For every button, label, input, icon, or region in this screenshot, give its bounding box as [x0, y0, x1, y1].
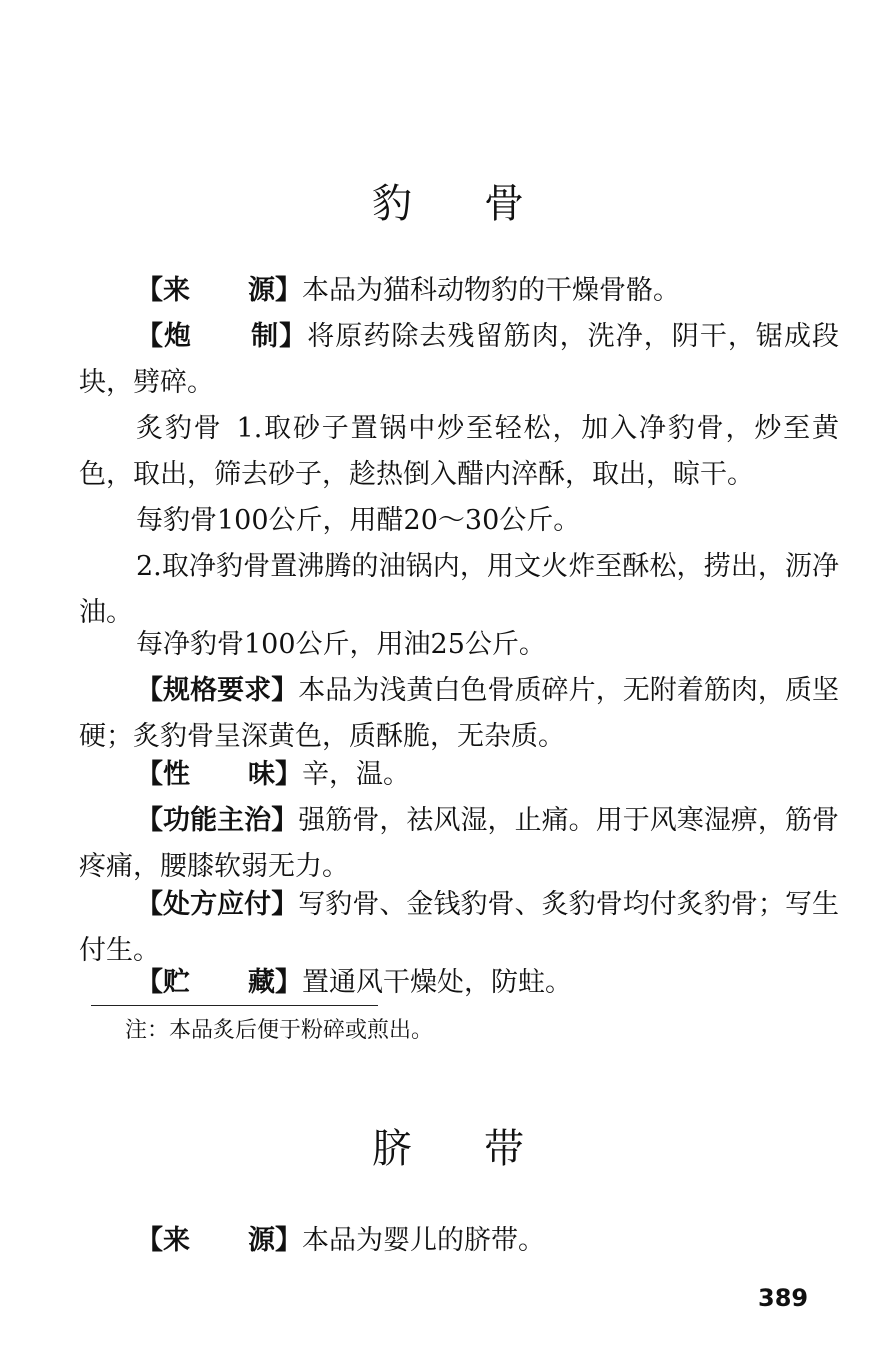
method2-paragraph: 2.取净豹骨置沸腾的油锅内，用文火炸至酥松，捞出，沥净油。	[79, 551, 839, 628]
processing-text: 将原药除去残留筋肉，洗净，阴干，锯成段块，劈碎。	[79, 321, 840, 398]
function-heading: 【功能主治】	[136, 805, 299, 836]
ratio2-paragraph: 每净豹骨100公斤，用油25公斤。	[136, 629, 546, 660]
nature-text: 辛，温。	[302, 759, 410, 790]
method1-paragraph	[79, 406, 839, 498]
footnote-divider	[91, 1005, 378, 1006]
prescription-text: 写豹骨、金钱豹骨、炙豹骨均付炙豹骨；写生付生。	[79, 889, 840, 966]
nature-heading: 【性 味】	[136, 759, 302, 790]
entry2-source-heading: 【来 源】	[136, 1225, 302, 1256]
source-paragraph	[79, 268, 839, 314]
entry-title-umbilical-cord: 脐带	[372, 1126, 596, 1172]
source-text: 本品为猫科动物豹的干燥骨骼。	[302, 275, 680, 306]
storage-paragraph	[79, 960, 839, 1006]
storage-heading: 【贮 藏】	[136, 967, 302, 998]
processing-heading: 【炮 制】	[136, 321, 308, 352]
nature-paragraph	[79, 752, 839, 798]
page-number: 389	[758, 1284, 809, 1312]
source-heading: 【来 源】	[136, 275, 302, 306]
entry-title-leopard-bone: 豹骨	[372, 181, 596, 227]
footnote: 注：本品炙后便于粉碎或煎出。	[125, 1018, 434, 1043]
processing-paragraph	[79, 314, 839, 406]
method1-text: 1.取砂子置锅中炒至轻松，加入净豹骨，炒至黄色，取出，筛去砂子，趁热倒入醋内淬酥，取出，晾干。	[79, 413, 840, 490]
entry2-source-paragraph	[79, 1218, 839, 1264]
function-paragraph	[79, 798, 839, 890]
ratio1-paragraph: 每豹骨100公斤，用醋20～30公斤。	[136, 505, 581, 536]
prescription-heading: 【处方应付】	[136, 889, 299, 920]
spec-paragraph	[79, 668, 839, 760]
spec-text: 本品为浅黄白色骨质碎片，无附着筋肉，质坚硬；炙豹骨呈深黄色，质酥脆，无杂质。	[79, 675, 840, 752]
storage-text: 置通风干燥处，防蛀。	[302, 967, 572, 998]
function-text: 强筋骨，祛风湿，止痛。用于风寒湿痹，筋骨疼痛，腰膝软弱无力。	[79, 805, 840, 882]
entry2-source-text: 本品为婴儿的脐带。	[302, 1225, 545, 1256]
method1-label: 炙豹骨	[136, 413, 223, 444]
spec-heading: 【规格要求】	[136, 675, 299, 706]
